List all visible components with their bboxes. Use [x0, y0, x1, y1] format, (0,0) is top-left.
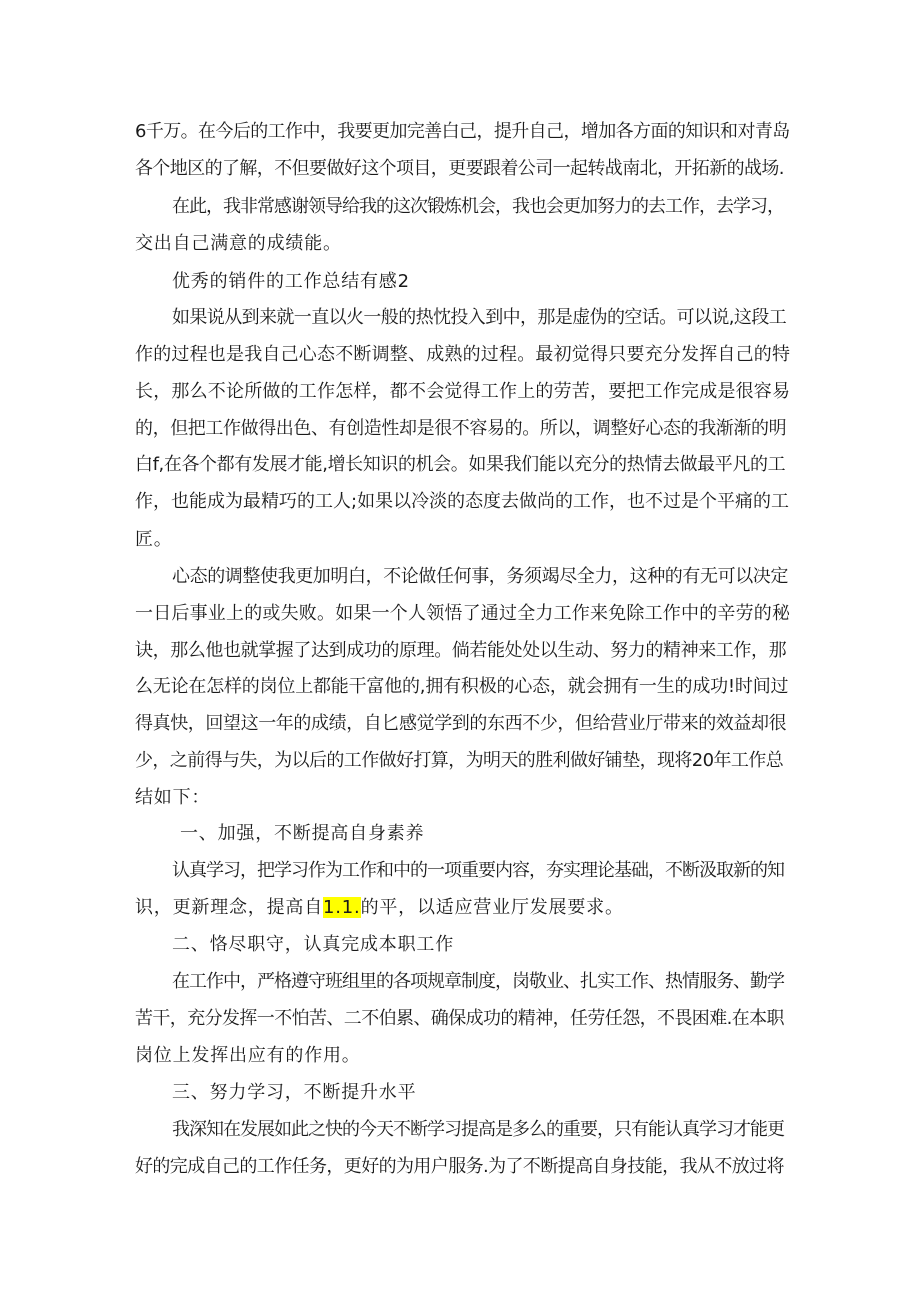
body-text-line: 认真学习，把学习作为工作和中的一项重要内容，夯实理论基础，不断汲取新的知: [172, 860, 784, 881]
body-text-line: 的，但把工作做得出色、有创造性却是很不容易的。所以，调整好心态的我渐渐的明: [135, 418, 787, 439]
body-text-line: 长，那么不论所做的工作怎样，都不会觉得工作上的劳苦，要把工作完成是很容易: [135, 381, 791, 402]
body-text-line: 么无论在怎样的岗位上都能干富他的,拥有积极的心态，就会拥有一生的成功!时间过: [135, 676, 789, 697]
body-text-line: 作，也能成为最精巧的工人;如果以冷淡的态度去做尚的工作，也不过是个平痛的工: [135, 491, 790, 512]
body-text-line: 得真快，回望这一年的成绩，自匕感觉学到的东西不少，但给营业厅带来的效益却很: [135, 713, 787, 734]
body-text-line: 一日后事业上的或失败。如果一个人领悟了通过全力工作来免除工作中的辛劳的秘: [135, 603, 791, 624]
body-text-line: 6千万。在今后的工作中，我要更加完善白己，提升自己，增加各方面的知识和对青岛: [135, 121, 790, 142]
body-text-line: 诀，那么他也就掌握了达到成功的原理。倘若能处处以生动、努力的精神来工作，那: [135, 640, 787, 661]
body-text-line: 好的完成自己的工作任务，更好的为用户服务.为了不断提高自身技能，我从不放过将: [135, 1156, 784, 1177]
body-text-line: 心态的调整使我更加明白，不论做任何事，务须竭尽全力，这种的有无可以决定: [172, 566, 788, 587]
body-text-line: 在工作中，严格遵守班组里的各项规章制度，岗敬业、扎实工作、热情服务、勤学: [172, 971, 784, 992]
body-text-line: 作的过程也是我自己心态不断调整、成熟的过程。最初觉得只要充分发挥自己的特: [135, 344, 791, 365]
body-text-line: 白f,在各个都有发展才能,增长知识的机会。如果我们能以充分的热情去做最平凡的工: [135, 454, 786, 475]
body-text-line: 如果说从到来就一直以火一般的热忱投入到中，那是虚伪的空话。可以说,这段工: [172, 307, 787, 328]
body-text-line: 各个地区的了解，不但要做好这个项目，更要跟着公司一起转战南北，开拓新的战场.: [135, 158, 784, 179]
body-text-line: 我深知在发展如此之快的今天不断学习提高是多么的重要，只有能认真学习才能更: [172, 1119, 784, 1140]
body-text-line: 岗位上发挥出应有的作用。: [135, 1045, 361, 1066]
text-run: 的平，以适应营业厅发展要求。: [360, 897, 624, 918]
body-text-line: 少，之前得与失，为以后的工作做好打算，为明天的胜利做好铺垫，现将20年工作总: [135, 750, 784, 771]
body-text-line: 结如下：: [135, 787, 211, 808]
body-text-line: 苦干，充分发挥一不怕苦、二不伯累、确保成功的精神，任劳任怨，不畏困难.在本职: [135, 1008, 784, 1029]
body-text-line: [135, 895, 624, 921]
section-heading: 三、努力学习，不断提升水平: [172, 1082, 417, 1103]
section-heading: 一、加强，不断提高自身素养: [180, 823, 425, 844]
section-heading: 二、恪尽职守，认真完成本职工作: [172, 934, 454, 955]
body-text-line: 匠。: [135, 529, 173, 550]
body-text-line: 在此，我非常感谢领导给我的这次锻炼机会，我也会更加努力的去工作，去学习，: [172, 196, 784, 217]
body-text-line: 交出自己满意的成绩能。: [135, 233, 342, 254]
section-heading: 优秀的销件的工作总结有感2: [172, 271, 410, 292]
highlighted-text: 1.1.: [323, 897, 361, 918]
text-run: 识，更新理念，提高自: [135, 897, 323, 918]
